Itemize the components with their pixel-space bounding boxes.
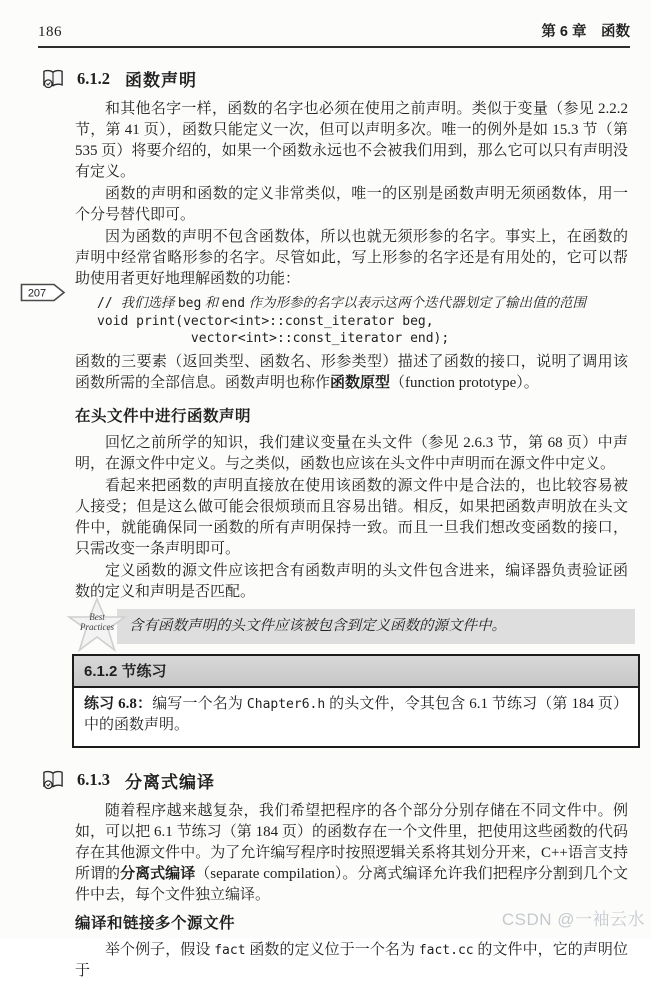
best-practices-note — [75, 609, 628, 644]
paragraph: 随着程序越来越复杂，我们希望把程序的各个部分分别存储在不同文件中。例如，可以把 6.1 节练习（第 184 页）的函数存在一个文件里，把使用这些函数的代码存在其他源文件中。为了允许编写程序时按照逻辑关系将其划分开来，C++语言支持所谓的分离式编译（separate compilation）。分离式编译允许我们把程序分割到几个文件中去，每个文件独立编译。 — [75, 802, 628, 903]
best-practices-label: Best Practices — [80, 611, 114, 632]
subsection-heading: 在头文件中进行函数声明 — [75, 407, 252, 425]
chapter-header: 第 6 章 函数 — [541, 24, 630, 40]
subsection-heading: 编译和链接多个源文件 — [75, 914, 236, 932]
paragraph: 因为函数的声明不包含函数体，所以也就无须形参的名字。事实上，在函数的声明中经常省略形参的名字。尽管如此，写上形参的名字还是有用处的，它可以帮助使用者更好地理解函数的功能： — [75, 229, 628, 287]
exercise-box — [72, 654, 640, 748]
paragraph: 定义函数的源文件应该把含有函数声明的头文件包含进来，编译器负责验证函数的定义和声明是否匹配。 — [75, 562, 628, 600]
best-practices-text: 含有函数声明的头文件应该被包含到定义函数的源文件中。 — [117, 609, 635, 644]
paragraph: 函数的声明和函数的定义非常类似，唯一的区别是函数声明无须函数体，用一个分号替代即可。 — [75, 186, 628, 223]
paragraph: 回忆之前所学的知识，我们建议变量在头文件（参见 2.6.3 节，第 68 页）中声明，在源文件中定义。与之类似，函数也应该在头文件中声明而在源文件中定义。 — [75, 434, 628, 472]
best-practices-badge — [67, 597, 127, 653]
paragraph: 举个例子，假设 fact 函数的定义位于一个名为 fact.cc 的文件中，它的声明位于 — [75, 941, 628, 979]
paragraph: 和其他名字一样，函数的名字也必须在使用之前声明。类似于变量（参见 2.2.2 节，第 41 页），函数只能定义一次，但可以声明多次。唯一的例外是如 15.3 节（第 535 页）将要介绍的，如果一个函数永远也不会被我们用到，那么它可以只有声明没有定义。 — [75, 101, 628, 180]
code-comment-line: // 我们选择 beg 和 end 作为形参的名字以表示这两个迭代器划定了输出值的范围 — [97, 295, 586, 311]
section-title: 函数声明 — [125, 71, 197, 90]
page-content — [75, 46, 628, 982]
open-book-icon — [42, 770, 64, 790]
code-line: vector<int>::const_iterator end); — [97, 331, 450, 346]
paragraph: 看起来把函数的声明直接放在使用该函数的源文件中是合法的，也比较容易被人接受；但是这么做可能会很烦琐而且容易出错。相反，如果把函数声明放在头文件中，就能确保同一函数的所有声明保持一致。而且一旦我们想改变函数的接口，只需改变一条声明即可。 — [75, 477, 628, 557]
section-number: 6.1.2 — [77, 68, 110, 88]
page-ref-marker-icon — [20, 283, 66, 302]
open-book-icon — [42, 69, 64, 89]
csdn-watermark: CSDN @一袖云水 — [501, 910, 645, 929]
section-heading-613 — [42, 768, 628, 793]
exercise-6-8: 练习 6.8：编写一个名为 Chapter6.h 的头文件，令其包含 6.1 节练习（第 184 页）中的函数声明。 — [84, 695, 628, 733]
svg-text:207: 207 — [27, 287, 47, 300]
page-number: 186 — [38, 24, 62, 40]
running-head — [38, 20, 630, 48]
exercise-box-header: 6.1.2 节练习 — [74, 656, 638, 688]
section-heading-612 — [42, 66, 628, 91]
section-title: 分离式编译 — [125, 772, 215, 792]
code-block — [97, 294, 628, 348]
code-line: void print(vector<int>::const_iterator beg, — [97, 313, 434, 329]
section-number: 6.1.3 — [77, 770, 110, 789]
page-ref-marker — [20, 283, 66, 307]
paragraph: 函数的三要素（返回类型、函数名、形参类型）描述了函数的接口，说明了调用该函数所需的全部信息。函数声明也称作函数原型（function prototype）。 — [75, 353, 628, 391]
